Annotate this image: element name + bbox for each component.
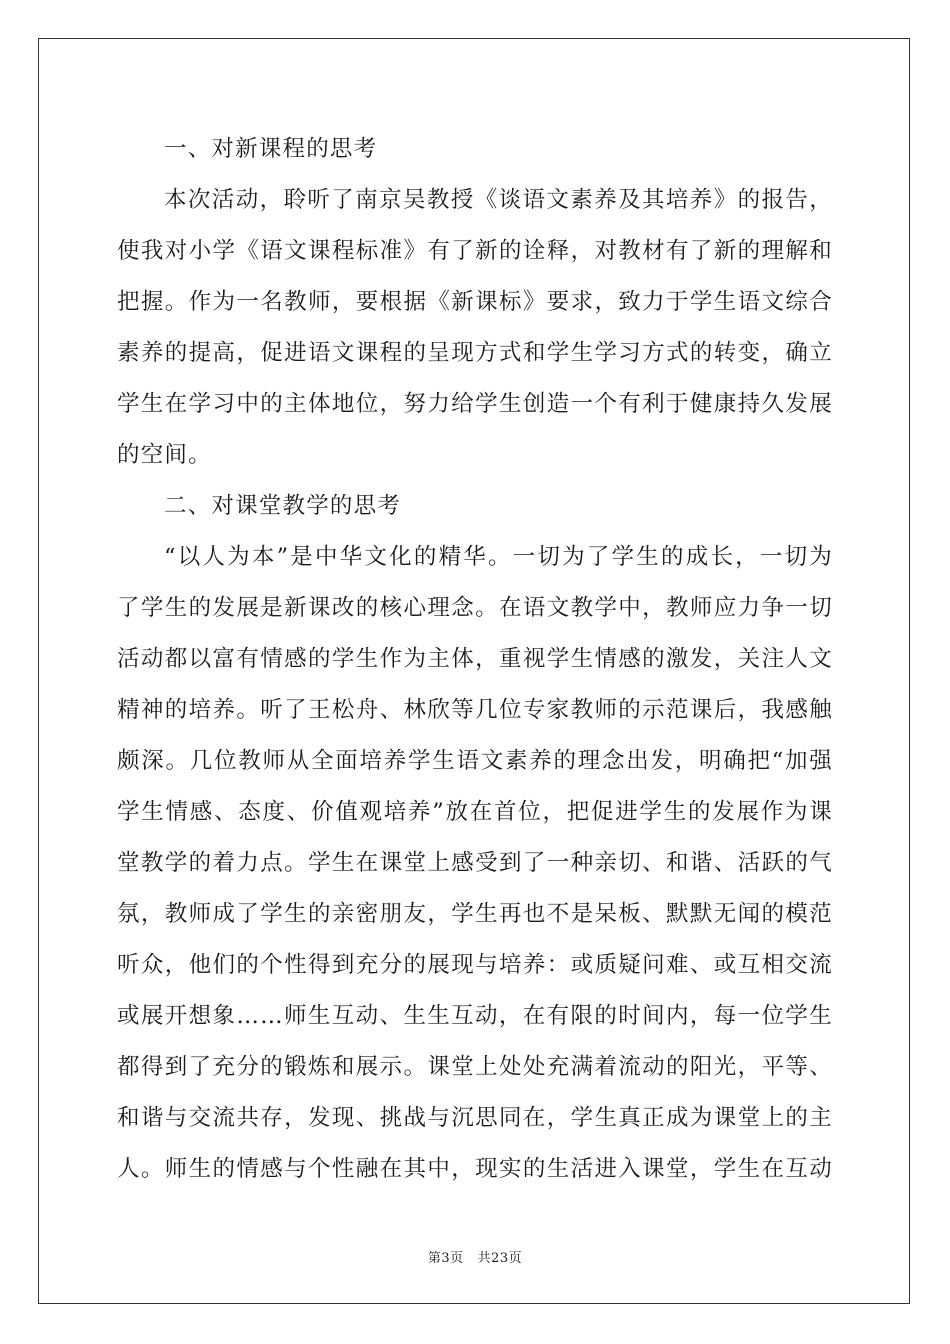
paragraph-line: 人。师生的情感与个性融在其中，现实的生活进入课堂，学生在互动 bbox=[117, 1156, 833, 1182]
section-heading-1: 一、对新课程的思考 bbox=[164, 136, 378, 162]
paragraph-line: 或展开想象……师生互动、生生互动，在有限的时间内，每一位学生 bbox=[117, 1003, 833, 1029]
paragraph-line: 氛，教师成了学生的亲密朋友，学生再也不是呆板、默默无闻的模范 bbox=[117, 901, 833, 927]
paragraph-line: “以人为本”是中华文化的精华。一切为了学生的成长，一切为 bbox=[164, 544, 833, 570]
paragraph-line: 听众，他们的个性得到充分的展现与培养：或质疑问难、或互相交流 bbox=[117, 952, 833, 978]
paragraph-line: 学生情感、态度、价值观培养”放在首位，把促进学生的发展作为课 bbox=[117, 799, 833, 825]
paragraph-line: 使我对小学《语文课程标准》有了新的诠释，对教材有了新的理解和 bbox=[117, 238, 833, 264]
paragraph-line: 把握。作为一名教师，要根据《新课标》要求，致力于学生语文综合 bbox=[117, 289, 833, 315]
paragraph-line: 活动都以富有情感的学生作为主体，重视学生情感的激发，关注人文 bbox=[117, 646, 833, 672]
paragraph-line: 素养的提高，促进语文课程的呈现方式和学生学习方式的转变，确立 bbox=[117, 340, 833, 366]
paragraph-line: 堂教学的着力点。学生在课堂上感受到了一种亲切、和谐、活跃的气 bbox=[117, 850, 833, 876]
page-total: 共23页 bbox=[477, 1251, 523, 1266]
section-heading-2: 二、对课堂教学的思考 bbox=[164, 493, 402, 519]
paragraph-line: 了学生的发展是新课改的核心理念。在语文教学中，教师应力争一切 bbox=[117, 595, 833, 621]
paragraph-line: 的空间。 bbox=[117, 442, 212, 468]
page-footer bbox=[0, 1247, 950, 1266]
paragraph-line: 精神的培养。听了王松舟、林欣等几位专家教师的示范课后，我感触 bbox=[117, 697, 833, 723]
paragraph-line: 都得到了充分的锻炼和展示。课堂上处处充满着流动的阳光，平等、 bbox=[117, 1054, 833, 1080]
paragraph-line: 本次活动，聆听了南京吴教授《谈语文素养及其培养》的报告， bbox=[164, 187, 833, 213]
paragraph-line: 和谐与交流共存，发现、挑战与沉思同在，学生真正成为课堂上的主 bbox=[117, 1105, 833, 1131]
paragraph-line: 颇深。几位教师从全面培养学生语文素养的理念出发，明确把“加强 bbox=[117, 748, 833, 774]
page-number: 第3页 bbox=[427, 1251, 464, 1266]
paragraph-line: 学生在学习中的主体地位，努力给学生创造一个有利于健康持久发展 bbox=[117, 391, 833, 417]
document-body bbox=[117, 124, 833, 1195]
